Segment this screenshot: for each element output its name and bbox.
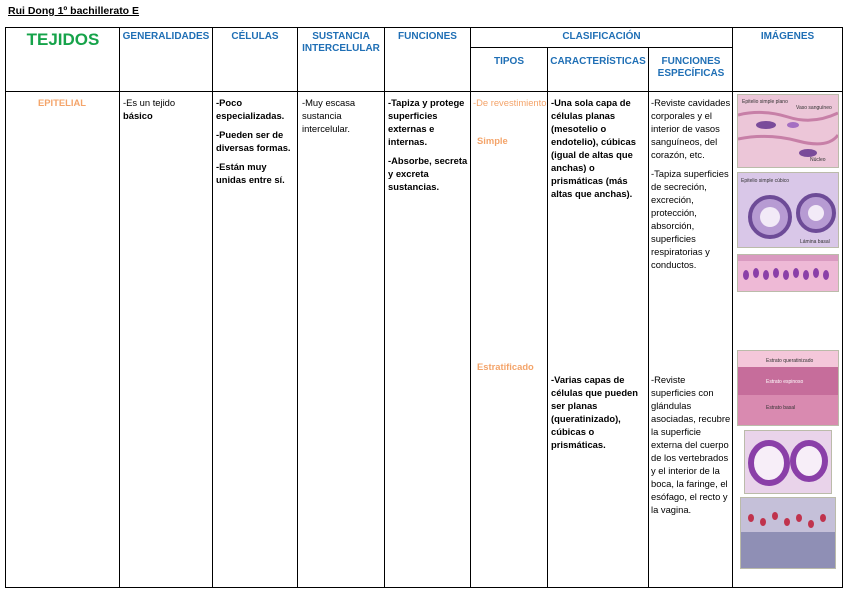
funciones-item: -Tapiza y protege superficies externas e internas.: [388, 97, 465, 147]
tejido-name: EPITELIAL: [38, 97, 86, 108]
author-label: Rui Dong 1º bachillerato E: [8, 5, 140, 17]
img4-label: Estrato espinoso: [766, 379, 804, 385]
simple-funcion-item: -Tapiza superficies de secreción, excreción, protección, absorción, superficies respiratorias y conductos.: [651, 168, 729, 270]
epitelio-simple-cubico-image: [737, 172, 839, 248]
img2-label: Lámina basal: [800, 239, 830, 245]
img2-label: Epitelio simple cúbico: [741, 178, 790, 184]
sustancia-cell: [302, 96, 382, 141]
header-funciones-especificas: FUNCIONES ESPECÍFICAS: [657, 56, 725, 79]
img1-label: Epitelio simple plano: [742, 99, 788, 105]
tipo-simple: Simple: [477, 135, 508, 146]
header-celulas: CÉLULAS: [231, 31, 279, 42]
epitelio-simple-prismatico-image: [737, 254, 839, 292]
img1-label: Núcleo: [810, 157, 826, 163]
generalidades-line-1: -Es un tejido: [123, 97, 176, 108]
header-tipos: TIPOS: [493, 56, 524, 67]
generalidades-line-2: básico: [123, 110, 153, 121]
celulas-cell: [216, 96, 296, 192]
simple-funcion-item: -Reviste cavidades corporales y el interior de vasos sanguíneos, del corazón, etc.: [651, 97, 731, 160]
epitelio-estratificado-prismatico-image: [740, 497, 836, 569]
epitelio-estratificado-cubico-image: [744, 430, 832, 494]
tipo-estratificado: Estratificado: [477, 361, 534, 372]
funciones-cell: [388, 96, 468, 199]
header-clasificacion: CLASIFICACIÓN: [562, 31, 641, 42]
header-funciones: FUNCIONES: [398, 31, 457, 42]
header-generalidades: GENERALIDADES: [122, 31, 210, 42]
simple-funciones: [651, 96, 731, 277]
header-imagenes: IMÁGENES: [760, 31, 815, 42]
img1-label: Vaso sanguíneo: [796, 105, 832, 111]
estratificado-funciones: -Reviste superficies con glándulas asociadas, recubre la superficie externa del cuerpo de los vertebrados y el interior de la boca, la faringe, el esófago, el recto y la vagina.: [651, 374, 731, 515]
funciones-item: -Absorbe, secreta y excreta sustancias.: [388, 155, 468, 192]
celulas-item: -Están muy unidas entre sí.: [216, 161, 285, 185]
header-caracteristicas: CARACTERÍSTICAS: [550, 56, 646, 67]
header-sustancia: SUSTANCIA INTERCELULAR: [302, 31, 380, 54]
simple-caracteristicas: -Una sola capa de células planas (mesotelio o endotelio), cúbicas (igual de altas que anchas) o prismáticas (más altas que anchas).: [551, 97, 636, 199]
celulas-item: -Pueden ser de diversas formas.: [216, 129, 291, 153]
sustancia-item: -Muy escasa sustancia intercelular.: [302, 97, 356, 134]
img4-label: Estrato queratinizado: [766, 358, 814, 364]
celulas-item: -Poco especializadas.: [216, 97, 285, 121]
epitelio-simple-plano-image: [737, 94, 839, 168]
tipo-revestimiento: -De revestimiento: [473, 97, 547, 108]
header-tejidos: TEJIDOS: [26, 30, 100, 49]
estratificado-caracteristicas: -Varias capas de células que pueden ser planas (queratinizado), cúbicas o prismáticas.: [551, 374, 639, 450]
epitelio-estratificado-plano-image: [737, 350, 839, 426]
generalidades-cell: [123, 96, 209, 122]
img4-label: Estrato basal: [766, 405, 796, 411]
